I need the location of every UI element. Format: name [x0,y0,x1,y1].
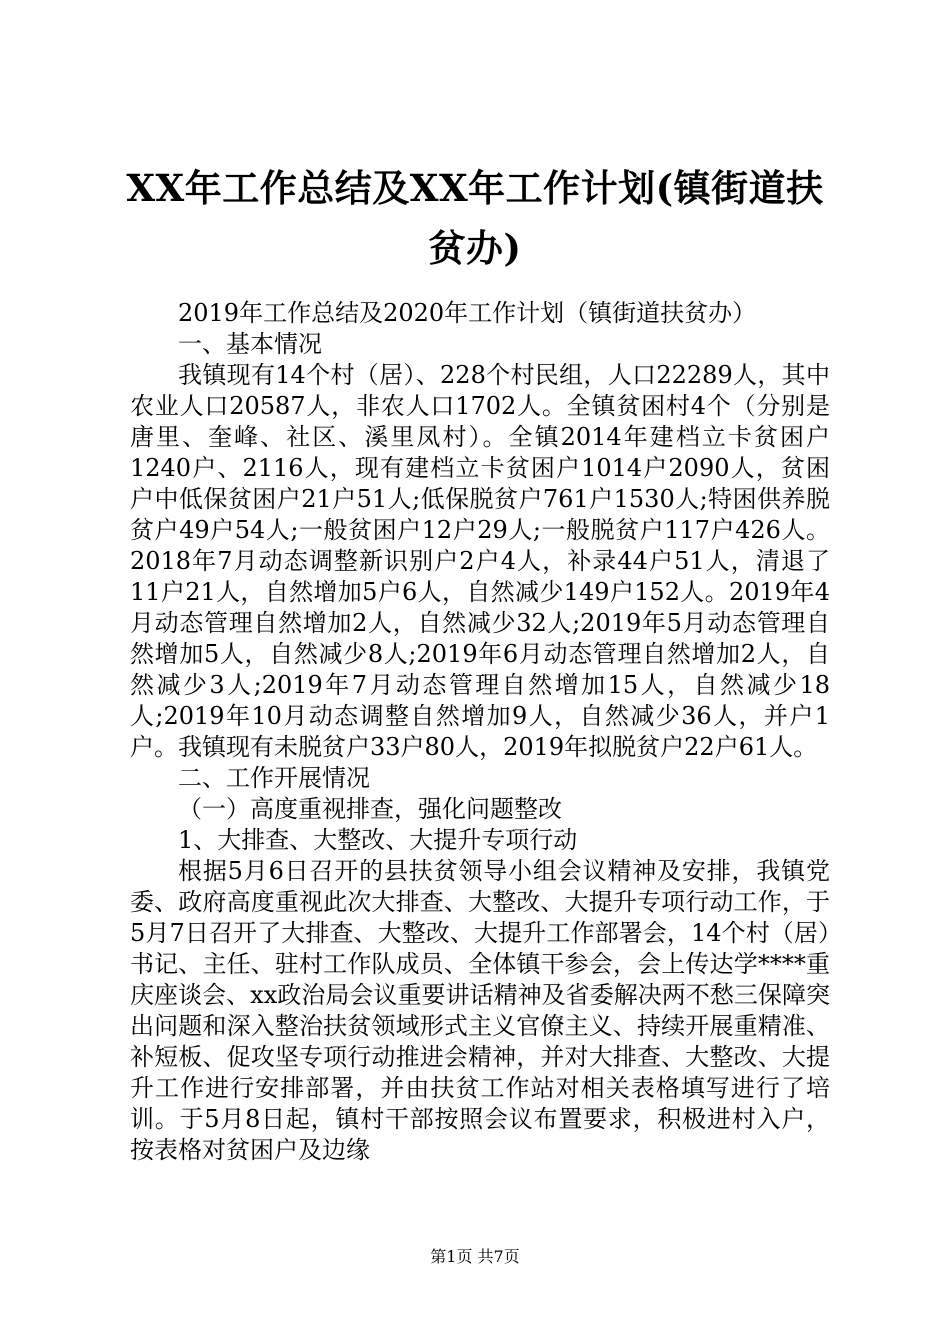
work-progress-paragraph: 根据5月6日召开的县扶贫领导小组会议精神及安排，我镇党委、政府高度重视此次大排查、大整改、大提升专项行动工作，于5月7日召开了大排查、大整改、大提升工作部署会，14个村（居）书记、主任、驻村工作队成员、全体镇干参会，会上传达学****重庆座谈会、xx政治局会议重要讲话精神及省委解决两不愁三保障突出问题和深入整治扶贫领域形式主义官僚主义、持续开展重精准、补短板、促攻坚专项行动推进会精神，并对大排查、大整改、大提升工作进行安排部署，并由扶贫工作站对相关表格填写进行了培训。于5月8日起，镇村干部按照会议布置要求，积极进村入户，按表格对贫困户及边缘 [130,857,830,1164]
section-heading-work-progress: 二、工作开展情况 [178,764,370,792]
section-heading-basic-situation: 一、基本情况 [178,330,322,358]
page-footer: 第1页 共7页 [430,1247,520,1266]
item-heading-1: 1、大排查、大整改、大提升专项行动 [178,826,578,854]
subsection-heading-1: （一）高度重视排查，强化问题整改 [178,795,562,823]
subtitle-paragraph: 2019年工作总结及2020年工作计划（镇街道扶贫办） [178,299,757,327]
document-title: XX年工作总结及XX年工作计划(镇街道扶贫办) [126,166,824,270]
document-body [130,298,830,1166]
basic-situation-paragraph: 我镇现有14个村（居）、228个村民组，人口22289人，其中农业人口20587人，非农人口1702人。全镇贫困村4个（分别是唐里、奎峰、社区、溪里凤村）。全镇2014年建档立卡贫困户1240户、2116人，现有建档立卡贫困户1014户2090人，贫困户中低保贫困户21户51人;低保脱贫户761户1530人;特困供养脱贫户49户54人;一般贫困户12户29人;一般脱贫户117户426人。2018年7月动态调整新识别户2户4人，补录44户51人，清退了11户21人，自然增加5户6人，自然减少149户152人。2019年4月动态管理自然增加2人，自然减少32人;2019年5月动态管理自然增加5人，自然减少8人;2019年6月动态管理自然增加2人，自然减少3人;2019年7月动态管理自然增加15人，自然减少18人;2019年10月动态调整自然增加9人，自然减少36人，并户1户。我镇现有未脱贫户33户80人，2019年拟脱贫户22户61人。 [130,361,830,761]
